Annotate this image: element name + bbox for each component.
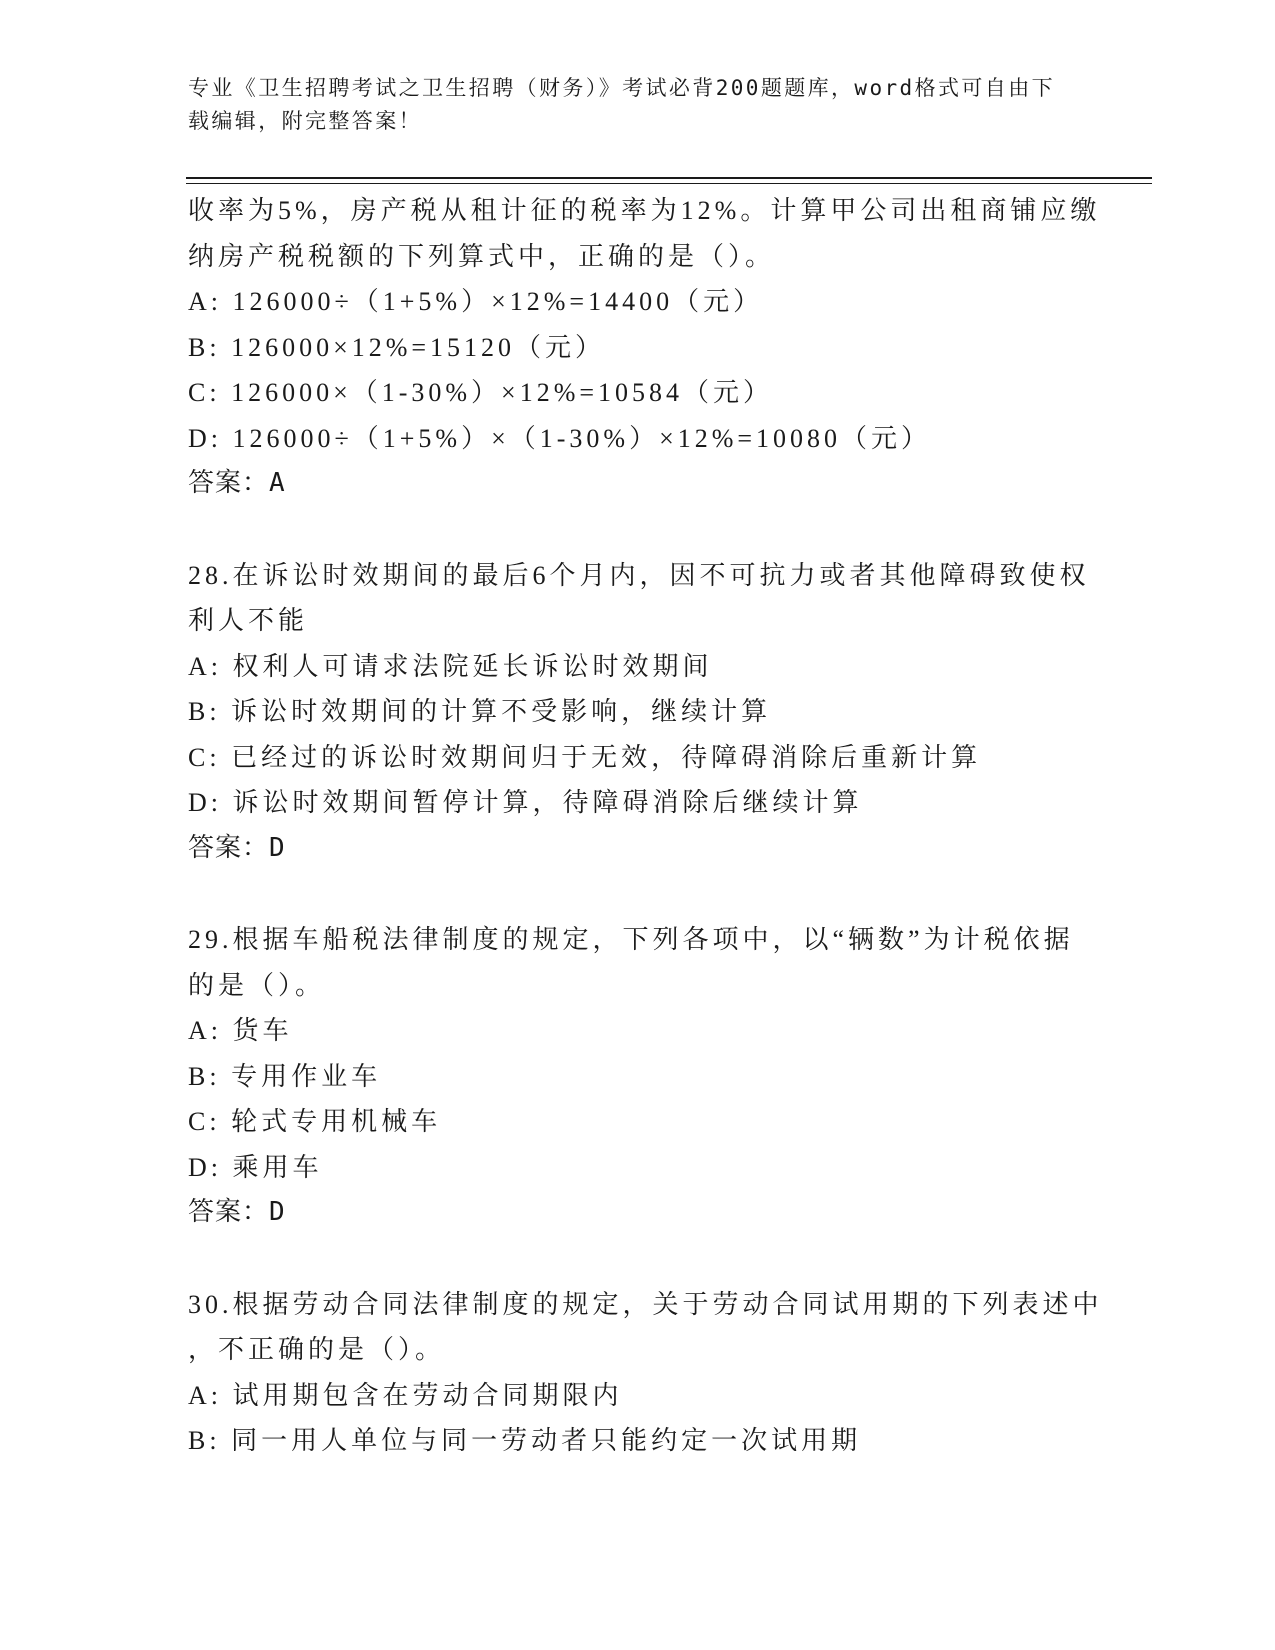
option-b: B: 126000×12%=15120（元） (188, 332, 606, 362)
question-stem: 收率为5%，房产税从租计征的税率为12%。计算甲公司出租商铺应缴 (188, 196, 1101, 225)
question-stem: ，不正确的是（）。 (188, 1335, 446, 1364)
question-28 (188, 553, 1088, 872)
option-a: A: 试用期包含在劳动合同期限内 (188, 1380, 623, 1410)
question-stem: 30.根据劳动合同法律制度的规定，关于劳动合同试用期的下列表述中 (188, 1289, 1103, 1319)
option-a: A: 权利人可请求法院延长诉讼时效期间 (188, 651, 713, 681)
question-stem: 的是（）。 (188, 970, 326, 1000)
question-30 (188, 1282, 1103, 1464)
question-stem: 29.根据车船税法律制度的规定，下列各项中，以“辆数”为计税依据 (188, 925, 1074, 954)
question-list (188, 188, 1103, 1464)
header-divider-thick (186, 177, 1152, 179)
option-c: C: 轮式专用机械车 (188, 1107, 442, 1136)
option-b: B: 诉讼时效期间的计算不受影响，继续计算 (188, 697, 772, 726)
option-b: B: 专用作业车 (188, 1061, 382, 1091)
answer-label: 答案：A (188, 468, 286, 498)
question-stem: 利人不能 (188, 606, 309, 635)
option-d: D: 乘用车 (188, 1152, 323, 1182)
question-27 (188, 188, 1101, 507)
option-d: D: 诉讼时效期间暂停计算，待障碍消除后继续计算 (188, 788, 863, 817)
document-header: 专业《卫生招聘考试之卫生招聘（财务）》考试必背200题题库，word格式可自由下载编辑，附完整答案！ (188, 76, 1055, 133)
answer-label: 答案：D (188, 832, 286, 863)
question-29 (188, 917, 1088, 1236)
answer-label: 答案：D (188, 1197, 286, 1227)
header-divider-thin (186, 183, 1152, 184)
option-b: B: 同一用人单位与同一劳动者只能约定一次试用期 (188, 1426, 862, 1455)
option-c: C: 已经过的诉讼时效期间归于无效，待障碍消除后重新计算 (188, 742, 982, 772)
option-a: A: 货车 (188, 1016, 293, 1045)
question-stem: 纳房产税税额的下列算式中，正确的是（）。 (188, 241, 776, 271)
option-a: A: 126000÷（1+5%）×12%=14400（元） (188, 287, 764, 316)
option-c: C: 126000×（1-30%）×12%=10584（元） (188, 378, 774, 407)
option-d: D: 126000÷（1+5%）×（1-30%）×12%=10080（元） (188, 423, 932, 453)
question-stem: 28.在诉讼时效期间的最后6个月内，因不可抗力或者其他障碍致使权 (188, 560, 1090, 590)
